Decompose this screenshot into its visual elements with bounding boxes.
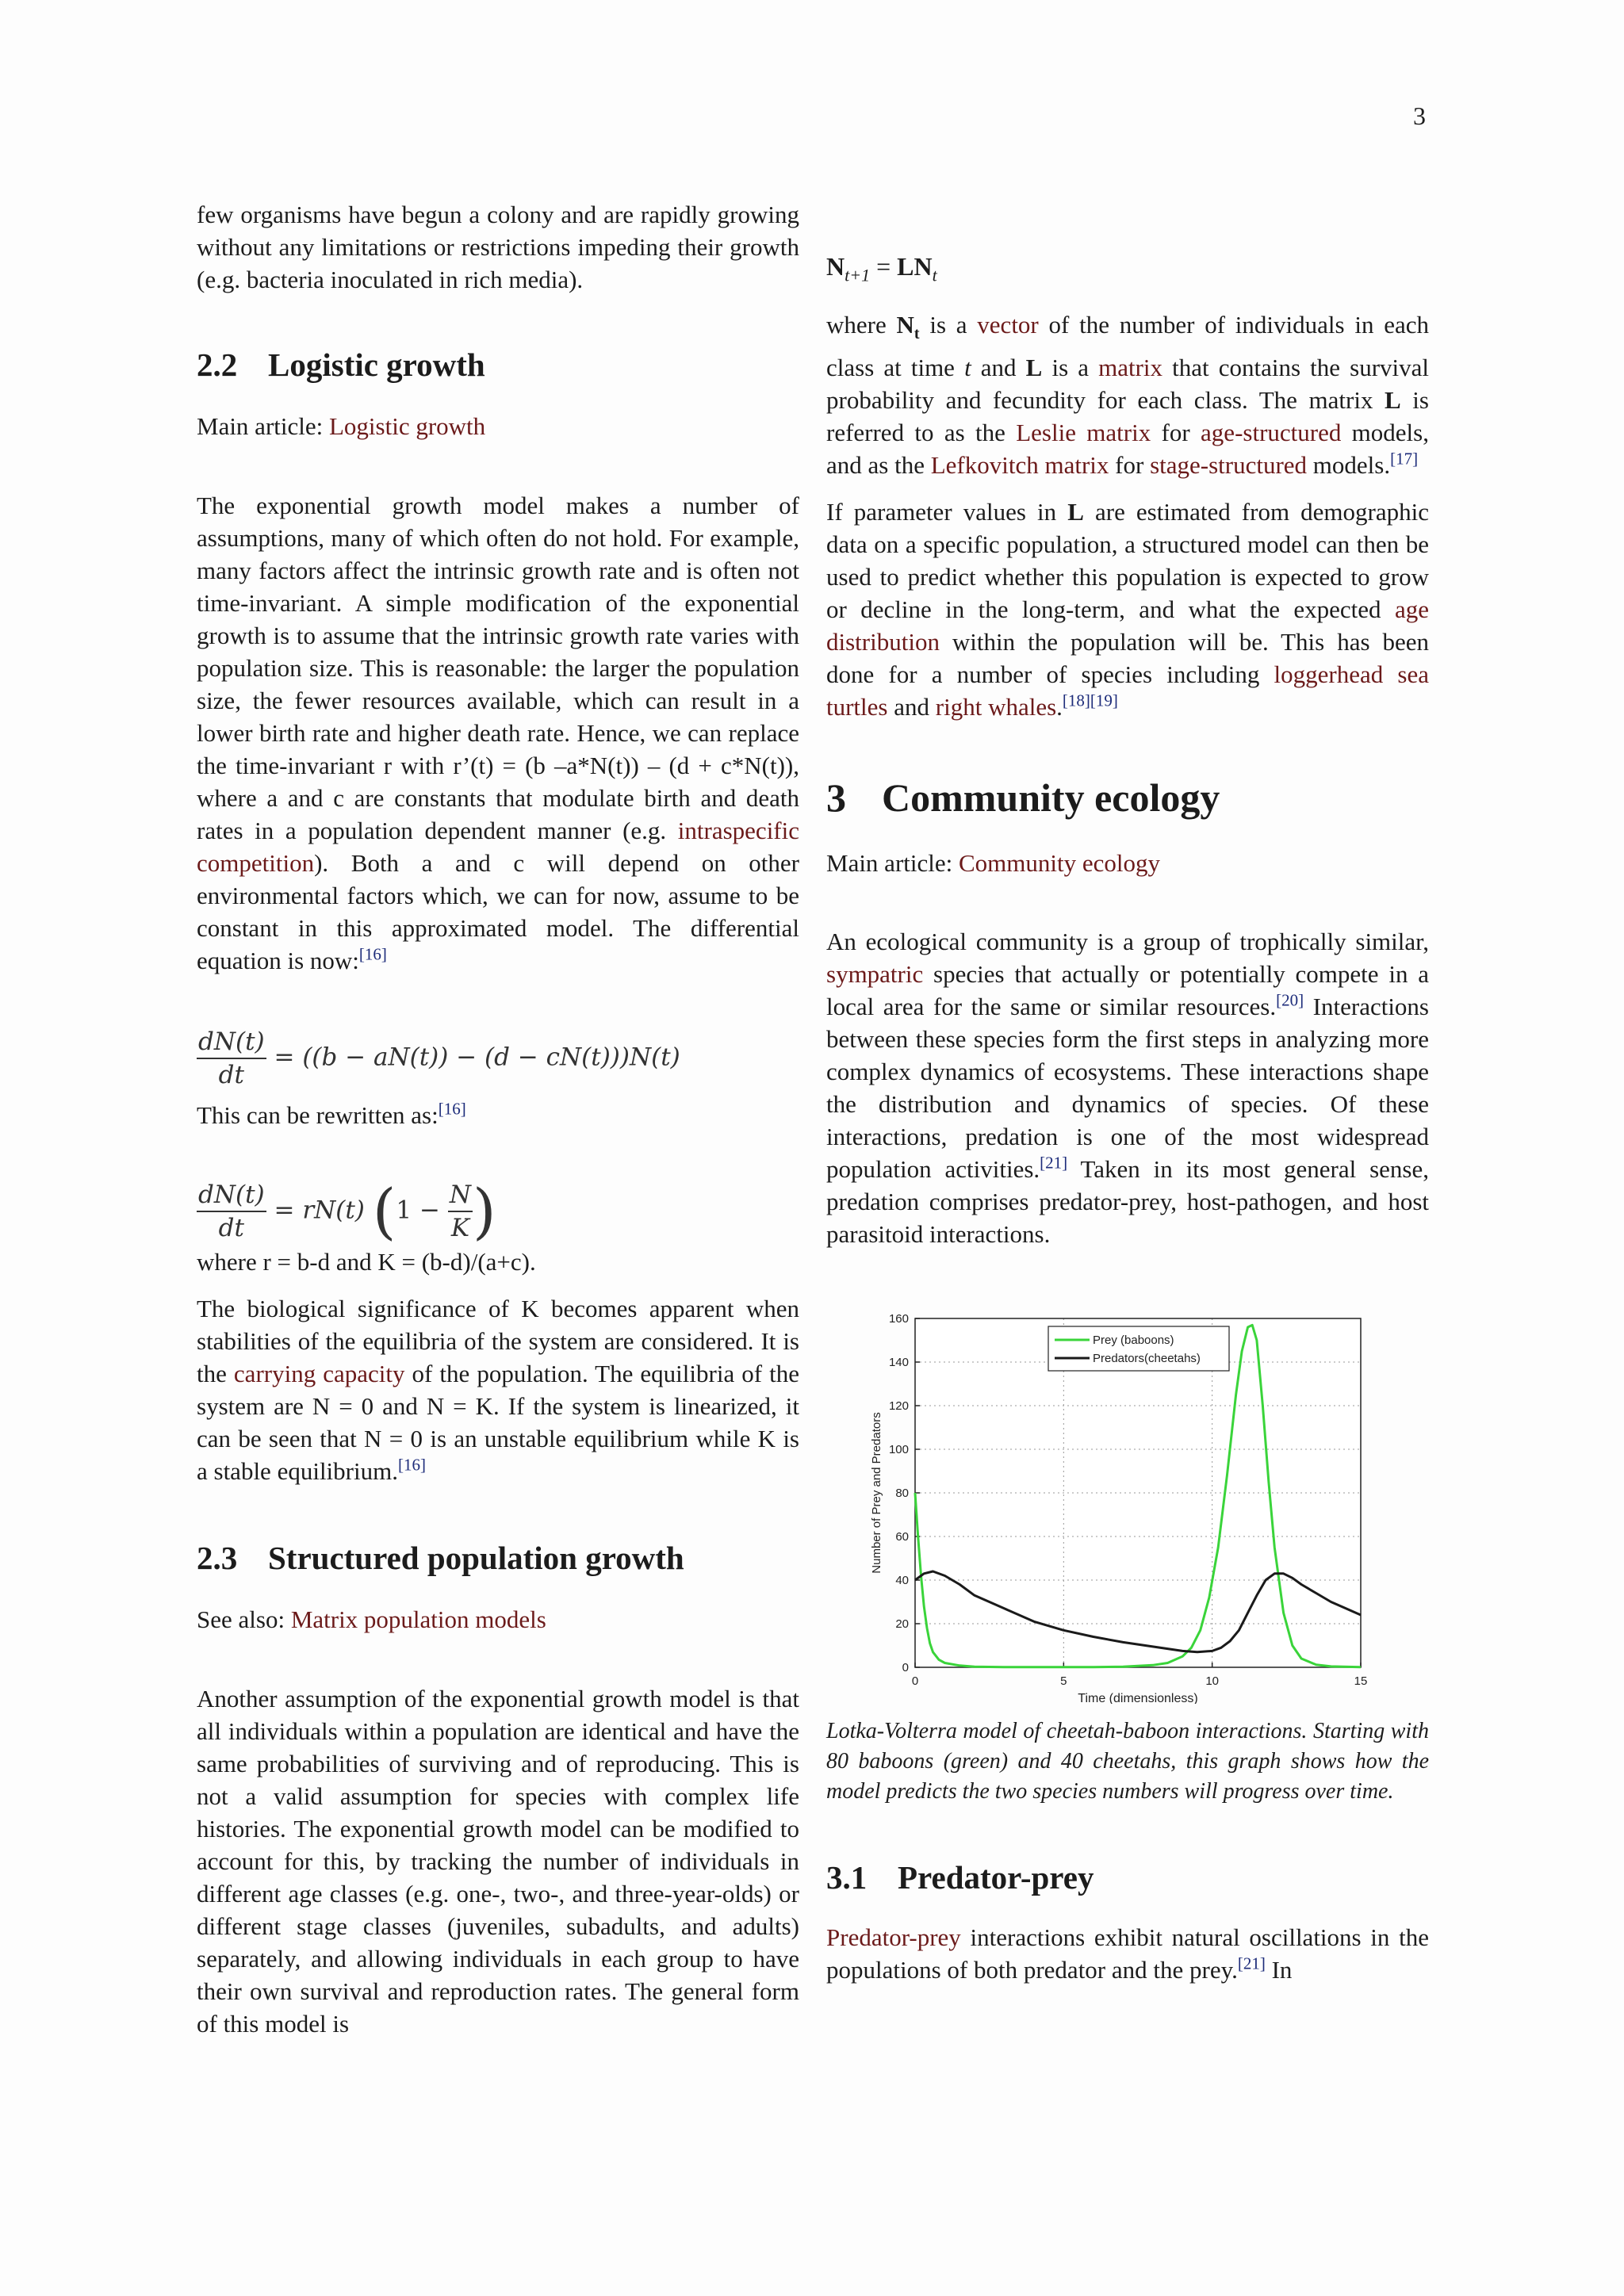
structured-paragraph: Another assumption of the exponential growth model is that all individuals within a population are identical and have the same probabilities of surviving and of reproducing. This is not a valid assumption for species with complex life histories. The exponential growth model can be modified to account for this, by tracking the number of individuals in different age classes (e.g. one-, two-, and three-year-olds) or different stage classes (juveniles, subadults, and adults) separately, and allowing individuals in each group to have their own survival and reproduction rates. The general form of this model is xyxy=(197,1685,799,2038)
predator-prey-link[interactable]: Predator-prey xyxy=(826,1923,961,1951)
loggerhead-sea-turtles-link[interactable]: loggerhead sea turtles xyxy=(826,660,1430,721)
see-also-note: See also: Matrix population models xyxy=(197,1605,546,1633)
matrix-link[interactable]: matrix xyxy=(1098,353,1163,381)
logistic-paragraph: The exponential growth model makes a number of assumptions, many of which often do not hold. For example, many factors affect the intrinsic growth rate and is often not time-invariant. A simple modification of the exponential growth is to assume that the intrinsic growth rate varies with population size. This is reasonable: the larger the population size, the fewer resources available, which can result in a lower birth rate and higher death rate. Hence, we can replace the time-invariant r with r’(t) = (b –a*N(t)) – (d + c*N(t)), where a and c are constants that modulate birth and death rates in a population dependent manner (e.g. intraspecific competition). Both a and c will depend on other environmental factors which, we can for now, assume to be constant in this approximated model. The differential equation is now:[16] xyxy=(197,492,799,974)
intraspecific-competition-link[interactable]: intraspecific competition xyxy=(197,817,799,877)
citation-link[interactable]: [21] xyxy=(1040,1153,1068,1173)
citation-link[interactable]: [16] xyxy=(397,1455,426,1475)
predator-prey-paragraph: Predator-prey interactions exhibit natural oscillations in the populations of both predator and the prey.[21] In xyxy=(826,1923,1429,1984)
section-2-2-heading: 2.2 Logistic growth xyxy=(197,346,485,383)
section-3-1-heading: 3.1 Predator-prey xyxy=(826,1858,1094,1896)
where-r-k: where r = b-d and K = (b-d)/(a+c). xyxy=(197,1248,536,1276)
citation-link[interactable]: [18][19] xyxy=(1062,691,1118,710)
lefkovitch-matrix-link[interactable]: Lefkovitch matrix xyxy=(930,450,1109,479)
y-tick-label: 140 xyxy=(888,1355,909,1369)
logistic-equation-2: $\frac{dN(t)}{dt}$ = rN(t) (1 − $\frac{N}{K}$ ) xyxy=(198,1176,496,1246)
age-distribution-link[interactable]: age distribution xyxy=(826,595,1429,656)
left-column xyxy=(197,198,799,2040)
page-number: 3 xyxy=(1413,101,1426,130)
section-3-heading: 3 Community ecology xyxy=(826,775,1220,820)
logistic-growth-link[interactable]: Logistic growth xyxy=(329,412,486,440)
age-structured-link[interactable]: age-structured xyxy=(1201,418,1342,446)
main-article-note: Main article: Community ecology xyxy=(826,848,1161,877)
citation-link[interactable]: [16] xyxy=(438,1099,466,1119)
citation-link[interactable]: [20] xyxy=(1276,990,1304,1010)
stage-structured-link[interactable]: stage-structured xyxy=(1150,450,1308,479)
sympatric-link[interactable]: sympatric xyxy=(826,959,924,988)
y-tick-label: 0 xyxy=(902,1660,909,1674)
intro-paragraph: few organisms have begun a colony and are rapidly growing without any limitations or restrictions impeding their growth (e.g. bacteria inoculated in rich media). xyxy=(197,201,799,293)
section-2-3-heading: 2.3 Structured population growth xyxy=(197,1540,684,1576)
legend-label: Predators(cheetahs) xyxy=(1093,1351,1201,1365)
rewrite-note: This can be rewritten as:[16] xyxy=(197,1099,466,1129)
right-whales-link[interactable]: right whales xyxy=(935,692,1057,721)
leslie-matrix-link[interactable]: Leslie matrix xyxy=(1016,418,1151,446)
y-tick-label: 160 xyxy=(888,1311,909,1326)
y-tick-label: 60 xyxy=(895,1529,909,1544)
vector-link[interactable]: vector xyxy=(977,311,1039,339)
community-paragraph: An ecological community is a group of trophically similar, sympatric species that actually or potentially compete in a local area for the same or similar resources.[20] Interactions between these species form the first steps in analyzing more complex dynamics of ecosystems. These interactions shape the distribution and dynamics of species. Of these interactions, predation is one of the most widespread population activities.[21] Taken in its most general sense, predation comprises predator-prey, host-pathogen, and host parasitoid interactions. xyxy=(826,927,1429,1248)
citation-link[interactable]: [21] xyxy=(1237,1954,1266,1973)
x-tick-label: 10 xyxy=(1205,1674,1220,1688)
figure-caption: Lotka-Volterra model of cheetah-baboon interactions. Starting with 80 baboons (green) and 40 cheetahs, this graph shows how the model predicts the two species numbers will progress over time. xyxy=(826,1718,1429,1804)
right-column xyxy=(826,198,1429,1986)
parameter-paragraph: If parameter values in L are estimated from demographic data on a specific population, a structured model can then be used to predict whether this population is expected to grow or decline in the long-term, and what the expected age distribution within the population will be. This has been done for a number of species including loggerhead sea turtles and right whales.[18][19] xyxy=(826,497,1430,721)
y-tick-label: 80 xyxy=(895,1486,909,1500)
carrying-capacity-link[interactable]: carrying capacity xyxy=(233,1360,405,1387)
logistic-equation-1: $\frac{dN(t)}{dt}$ = ((b − aN(t)) − (d − cN(t)))N(t) xyxy=(198,1027,680,1089)
y-tick-label: 40 xyxy=(895,1573,909,1587)
carrying-capacity-paragraph: The biological significance of K becomes apparent when stabilities of the equilibria of the system are considered. It is the carrying capacity of the population. The equilibria of the system are N = 0 and N = K. If the system is linearized, it can be seen that N = 0 is an unstable equilibrium while K is a stable equilibrium.[16] xyxy=(197,1295,799,1485)
y-tick-label: 100 xyxy=(888,1442,909,1456)
citation-link[interactable]: [16] xyxy=(358,944,387,964)
community-ecology-link[interactable]: Community ecology xyxy=(959,848,1161,877)
x-tick-label: 0 xyxy=(911,1674,919,1688)
y-tick-label: 120 xyxy=(888,1399,909,1413)
legend-label: Prey (baboons) xyxy=(1093,1333,1174,1347)
x-tick-label: 5 xyxy=(1060,1674,1067,1688)
y-tick-label: 20 xyxy=(895,1617,909,1631)
lotka-volterra-figure xyxy=(826,1292,1429,1704)
y-axis-label: Number of Prey and Predators xyxy=(870,1411,883,1574)
x-axis-label: Time (dimensionless) xyxy=(1078,1691,1198,1704)
main-article-note: Main article: Logistic growth xyxy=(197,412,486,440)
where-paragraph: where $N_t$ is a vector of the number of individuals in each class at time t and L is a matrix that contains the survival probability and fecundity for each class. The matrix L is referred to as the Leslie matrix for age-structured models, and as the Lefkovitch matrix for stage-structured models.[17] xyxy=(826,311,1430,479)
x-tick-label: 15 xyxy=(1354,1674,1368,1688)
citation-link[interactable]: [17] xyxy=(1390,449,1419,469)
lotka-volterra-chart xyxy=(826,1292,1413,1704)
matrix-equation: $N_{t+1} = LN_t$ xyxy=(826,252,937,285)
matrix-population-models-link[interactable]: Matrix population models xyxy=(290,1605,546,1633)
